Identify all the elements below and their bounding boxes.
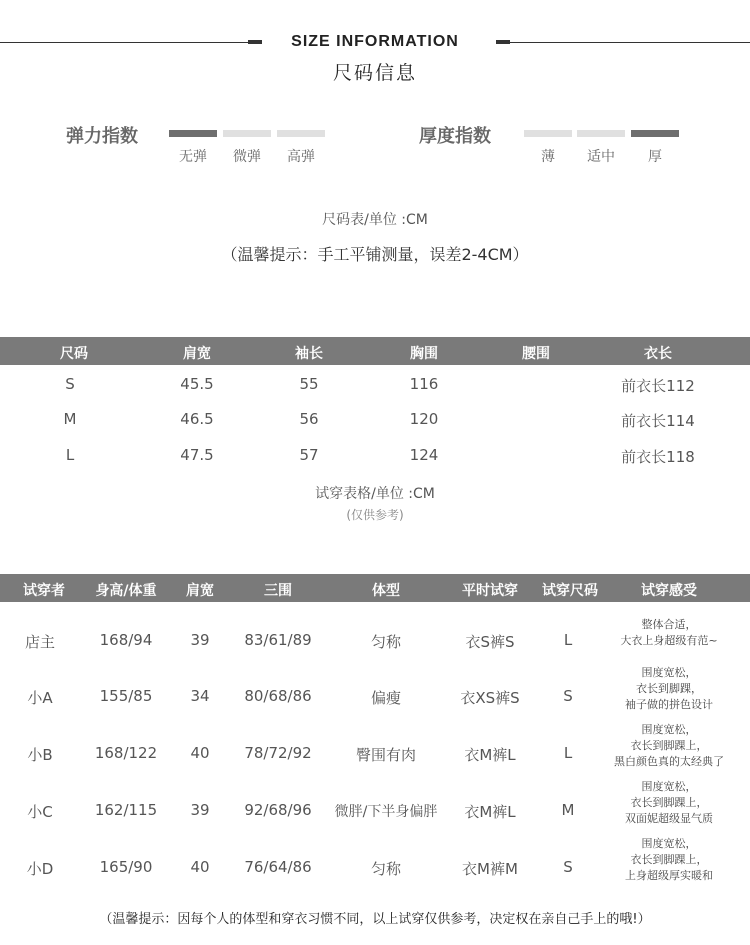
usual-size-cell: 衣S裤S <box>465 633 515 651</box>
elasticity-bar-1 <box>169 130 217 137</box>
tester-cell: 小B <box>27 746 53 764</box>
elasticity-option-slight: 微弹 <box>233 149 261 165</box>
elasticity-label: 弹力指数 <box>66 126 138 147</box>
tried-size-cell: S <box>563 858 573 876</box>
size-cell: M <box>63 410 77 428</box>
fit-header-body-shape: 体型 <box>372 583 400 599</box>
height-weight-cell: 162/115 <box>94 801 158 819</box>
thickness-bar-1 <box>524 130 572 137</box>
shoulder-cell: 39 <box>190 801 210 819</box>
body-shape-cell: 臀围有肉 <box>355 746 416 764</box>
fitting-row <box>0 722 750 779</box>
feeling-line: 围度宽松， <box>641 666 697 679</box>
usual-size-cell: 衣M裤L <box>464 746 516 764</box>
elasticity-bar-2 <box>223 130 271 137</box>
feeling-line: 大衣上身超级有范~ <box>620 634 718 647</box>
tried-size-cell: M <box>561 801 575 819</box>
length-cell: 前衣长112 <box>621 377 695 395</box>
sleeve-cell: 56 <box>299 410 319 428</box>
size-cell: S <box>65 375 75 393</box>
size-header-chest: 胸围 <box>410 346 438 362</box>
size-header-length: 衣长 <box>644 346 672 362</box>
feeling-line: 整体合适， <box>641 618 697 631</box>
tried-size-cell: L <box>563 631 573 649</box>
measurements-cell: 76/64/86 <box>244 858 312 876</box>
size-cell: L <box>65 446 75 464</box>
usual-size-cell: 衣XS裤S <box>460 689 520 707</box>
feeling-cell <box>594 722 744 770</box>
shoulder-cell: 34 <box>190 687 210 705</box>
feeling-line: 围度宽松， <box>641 837 697 850</box>
feeling-line: 围度宽松， <box>641 780 697 793</box>
length-cell: 前衣长114 <box>621 412 695 430</box>
bottom-tip: （温馨提示：因每个人的体型和穿衣习惯不同，以上试穿仅供参考，决定权在亲自己手上的哦!） <box>99 912 651 927</box>
feeling-line: 衣长到脚踝上， <box>630 739 708 752</box>
shoulder-cell: 40 <box>190 744 210 762</box>
height-weight-cell: 155/85 <box>99 687 153 705</box>
chest-cell: 120 <box>409 410 439 428</box>
usual-size-cell: 衣M裤L <box>464 803 516 821</box>
sleeve-cell: 55 <box>299 375 319 393</box>
fit-header-measurements: 三围 <box>264 583 292 599</box>
tried-size-cell: L <box>563 744 573 762</box>
size-header-waist: 腰围 <box>522 346 550 362</box>
measurements-cell: 92/68/96 <box>244 801 312 819</box>
fit-header-tester: 试穿者 <box>23 583 65 599</box>
title-en: SIZE INFORMATION <box>291 33 459 50</box>
thickness-option-thick: 厚 <box>648 149 662 165</box>
size-header-shoulder: 肩宽 <box>183 346 211 362</box>
tester-cell: 小A <box>27 689 53 707</box>
fit-header-shoulder: 肩宽 <box>186 583 214 599</box>
feeling-cell <box>594 836 744 884</box>
fitting-row <box>0 836 750 893</box>
shoulder-cell: 40 <box>190 858 210 876</box>
feeling-line: 上身超级厚实暖和 <box>625 869 713 882</box>
shoulder-cell: 46.5 <box>180 410 214 428</box>
shoulder-cell: 45.5 <box>180 375 214 393</box>
feeling-line: 衣长到脚踝上， <box>630 796 708 809</box>
elasticity-bar-3 <box>277 130 325 137</box>
elasticity-option-high: 高弹 <box>287 149 315 165</box>
tester-cell: 店主 <box>24 633 55 651</box>
thickness-option-thin: 薄 <box>541 149 555 165</box>
fitting-row <box>0 609 750 666</box>
fit-header-tried-size: 试穿尺码 <box>542 583 598 599</box>
height-weight-cell: 168/122 <box>94 744 158 762</box>
feeling-line: 围度宽松， <box>641 723 697 736</box>
header-line-right <box>506 42 750 43</box>
feeling-cell <box>594 779 744 827</box>
fit-header-height-weight: 身高/体重 <box>95 583 157 599</box>
sleeve-cell: 57 <box>299 446 319 464</box>
elasticity-option-none: 无弹 <box>179 149 207 165</box>
feeling-line: 袖子做的拼色设计 <box>625 698 713 711</box>
measurements-cell: 78/72/92 <box>244 744 312 762</box>
body-shape-cell: 偏瘦 <box>370 689 401 707</box>
tester-cell: 小C <box>27 803 53 821</box>
feeling-cell <box>594 617 744 649</box>
usual-size-cell: 衣M裤M <box>462 860 518 878</box>
fitting-note: (仅供参考) <box>346 508 404 522</box>
chest-cell: 116 <box>409 375 439 393</box>
fitting-row <box>0 779 750 836</box>
size-chart-tip: （温馨提示：手工平铺测量，误差2-4CM） <box>221 245 529 264</box>
measurements-cell: 80/68/86 <box>244 687 312 705</box>
fit-header-usual-size: 平时试穿 <box>462 583 518 599</box>
size-header-size: 尺码 <box>60 346 88 362</box>
size-table-header <box>0 337 750 365</box>
fitting-row <box>0 665 750 722</box>
tried-size-cell: S <box>563 687 573 705</box>
title-cn: 尺码信息 <box>332 62 417 84</box>
thickness-label: 厚度指数 <box>419 126 491 147</box>
body-shape-cell: 匀称 <box>370 860 401 878</box>
feeling-line: 双面妮超级显气质 <box>625 812 713 825</box>
height-weight-cell: 168/94 <box>99 631 153 649</box>
body-shape-cell: 匀称 <box>370 633 401 651</box>
tester-cell: 小D <box>26 860 54 878</box>
thickness-bar-3 <box>631 130 679 137</box>
shoulder-cell: 47.5 <box>180 446 214 464</box>
length-cell: 前衣长118 <box>621 448 695 466</box>
feeling-cell <box>594 665 744 713</box>
fitting-unit: 试穿表格/单位 :CM <box>315 486 435 502</box>
thickness-option-medium: 适中 <box>587 149 615 165</box>
measurements-cell: 83/61/89 <box>244 631 312 649</box>
thickness-bar-2 <box>577 130 625 137</box>
chest-cell: 124 <box>409 446 439 464</box>
height-weight-cell: 165/90 <box>99 858 153 876</box>
shoulder-cell: 39 <box>190 631 210 649</box>
fitting-table-header <box>0 574 750 602</box>
feeling-line: 黑白颜色真的太经典了 <box>614 755 724 768</box>
size-header-sleeve: 袖长 <box>295 346 323 362</box>
fit-header-feeling: 试穿感受 <box>641 583 697 599</box>
feeling-line: 衣长到脚踝上， <box>630 853 708 866</box>
size-chart-unit: 尺码表/单位 :CM <box>322 212 428 228</box>
feeling-line: 衣长到脚踝， <box>636 682 702 695</box>
body-shape-cell: 微胖/下半身偏胖 <box>334 804 438 820</box>
